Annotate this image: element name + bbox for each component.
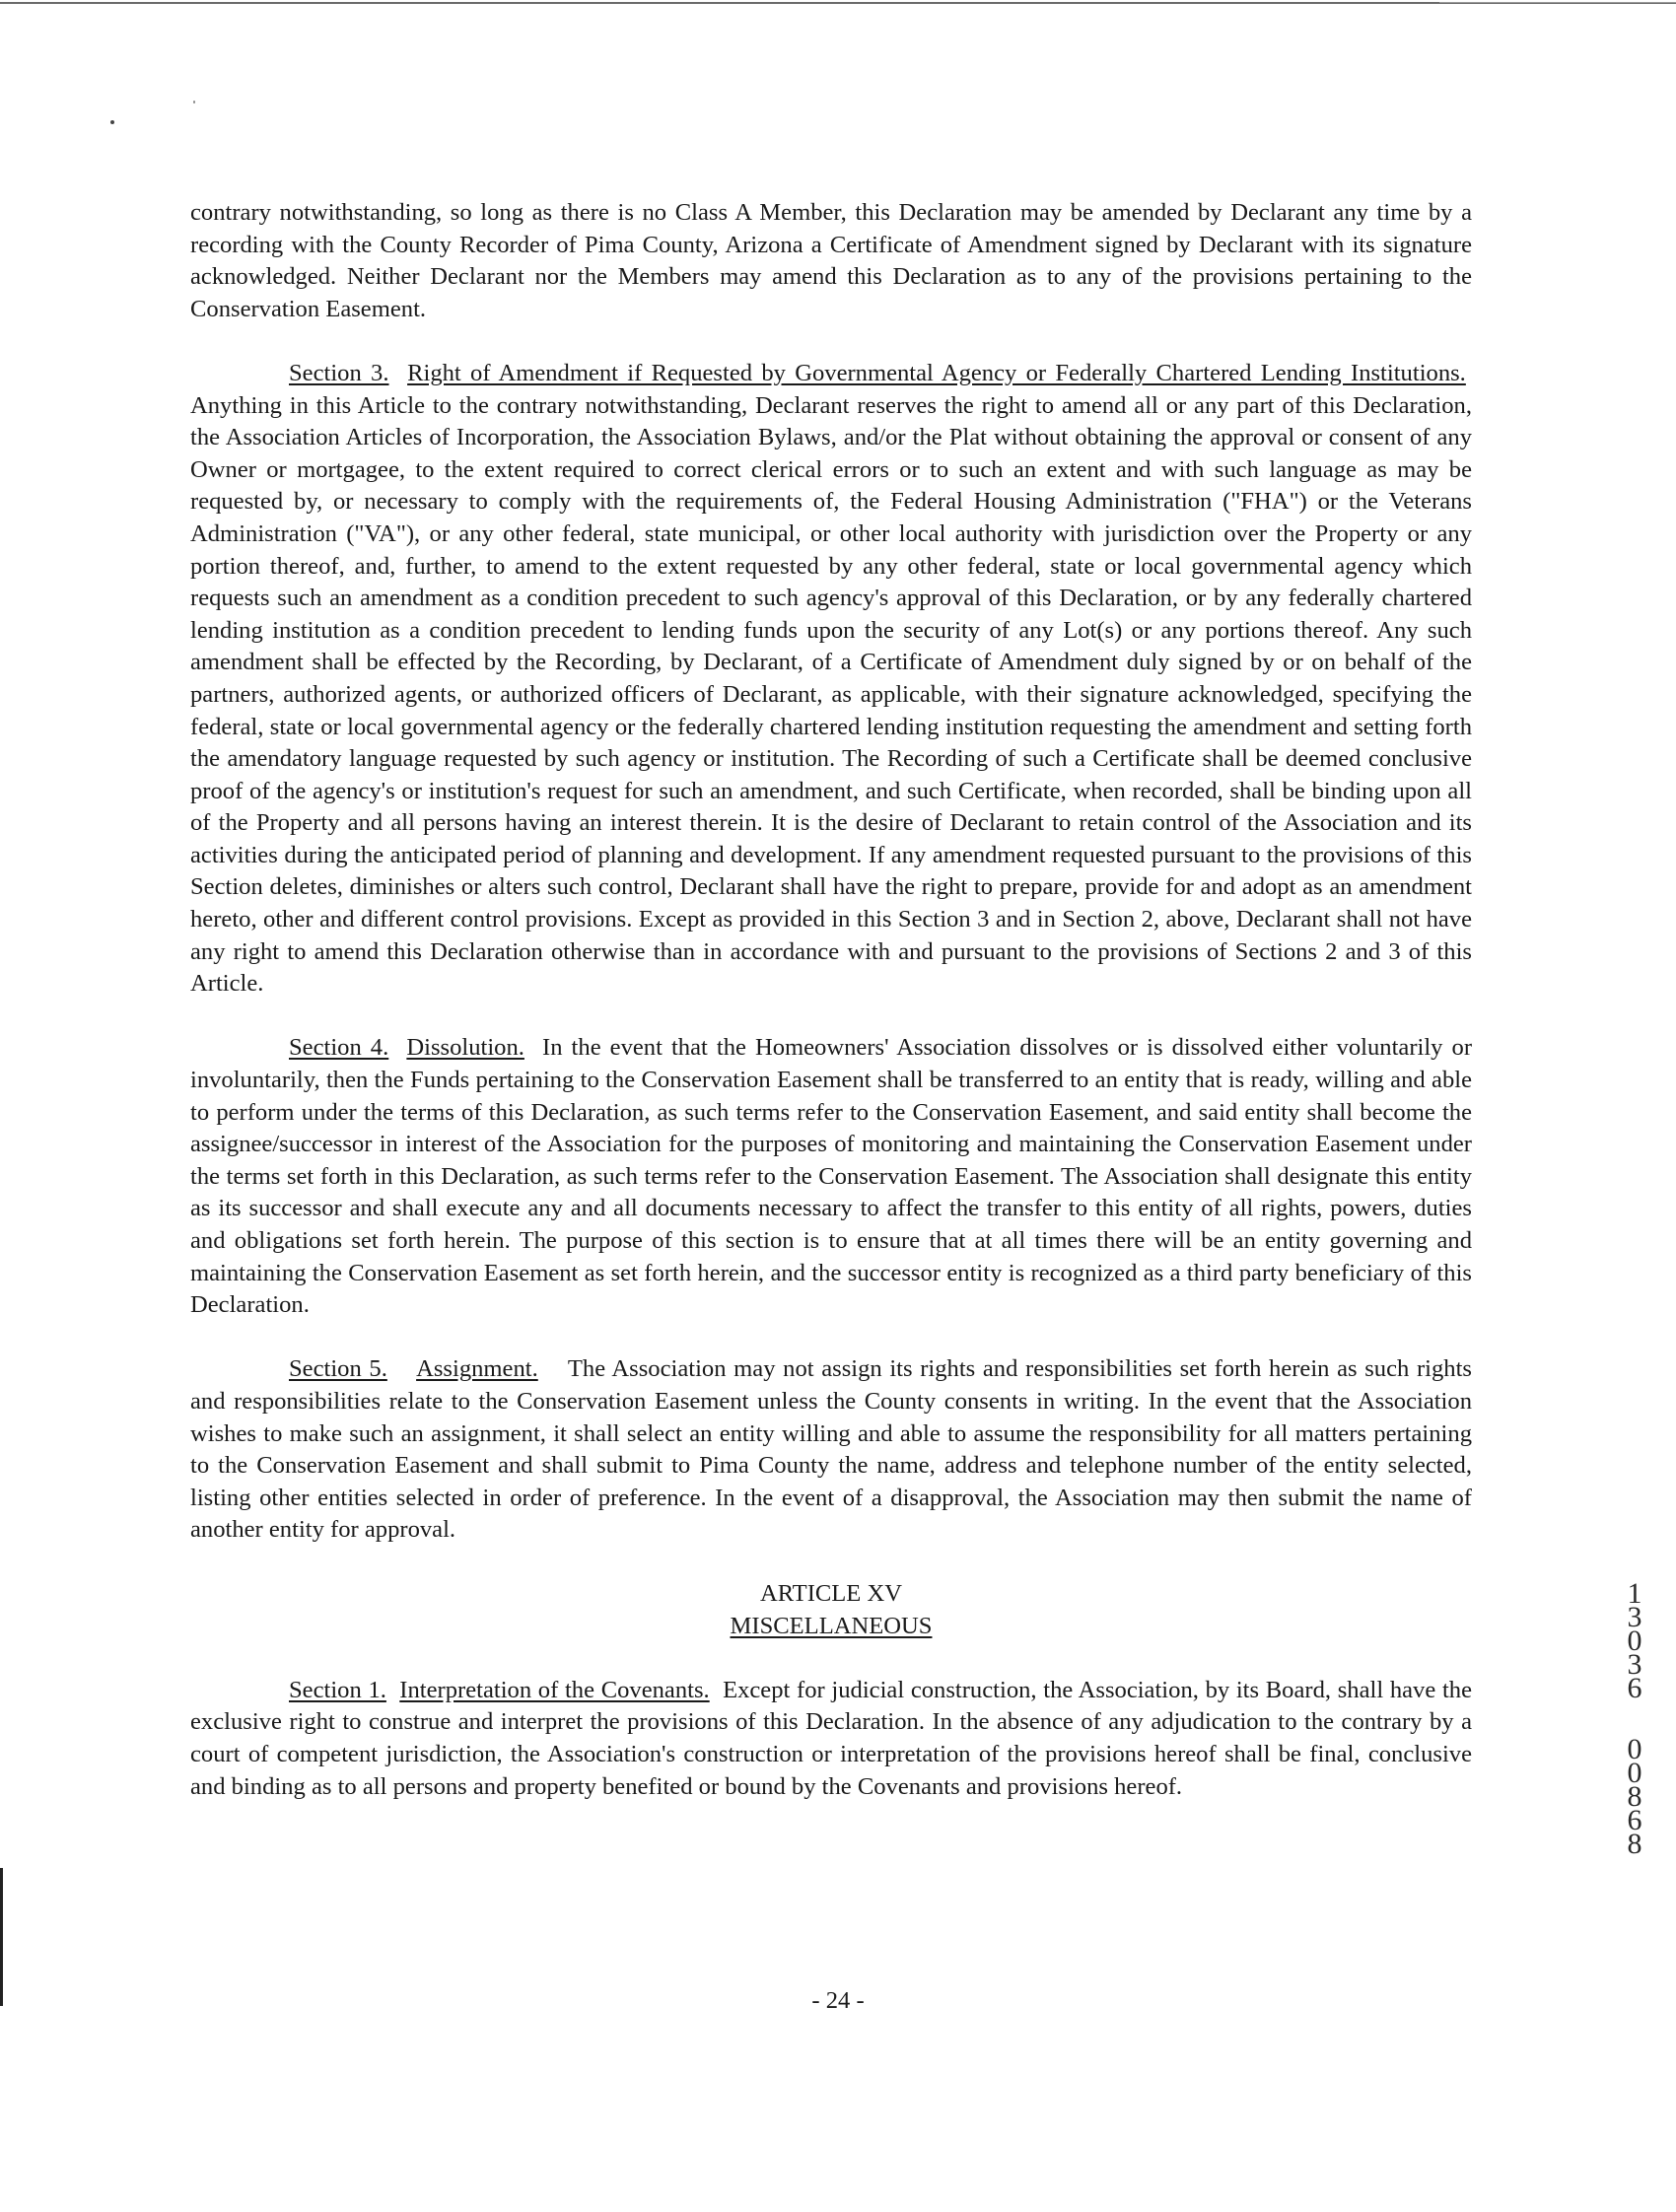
article-xv-heading [190,1578,1472,1642]
section-title: Right of Amendment if Requested by Governmental Agency or Federally Chartered Lending Institutions. [407,359,1466,386]
section-label: Section 4. [289,1034,389,1062]
section-body: Anything in this Article to the contrary notwithstanding, Declarant reserves the right to amend all or any part of this Declaration, the Association Articles of Incorporation, the Association Bylaws, and/or the Plat without obtaining the approval or consent of any Owner or mortgagee, to the extent required to correct clerical errors or to such an extent and with such language as may be requested by, or necessary to comply with the requirements of, the Federal Housing Administration ("FHA") or the Veterans Administration ("VA"), or any other federal, state municipal, or other local authority with jurisdiction over the Property or any portion thereof, and, further, to amend to the extent requested by any other federal, state or local governmental agency which requests such an amendment as a condition precedent to such agency's approval of this Declaration, or by any federally chartered lending institution as a condition precedent to lending funds upon the security of any Lot(s) or any portions thereof. Any such amendment shall be effected by the Recording, by Declarant, of a Certificate of Amendment duly signed by or on behalf of the partners, authorized agents, or authorized officers of Declarant, as applicable, with their signature acknowledged, specifying the federal, state or local governmental agency or the federally chartered lending institution requesting the amendment and setting forth the amendatory language requested by such agency or institution. The Recording of such a Certificate shall be deemed conclusive proof of the agency's or institution's request for such an amendment, and such Certificate, when recorded, shall be binding upon all of the Property and all persons having an interest therein. It is the desire of Declarant to retain control of the Association and its activities during the anticipated period of planning and development. If any amendment requested pursuant to the provisions of this Section deletes, diminishes or alters such control, Declarant shall have the right to prepare, provide for and adopt as an amendment hereto, other and different control provisions. Except as provided in this Section 3 and in Section 2, above, Declarant shall not have any right to amend this Declaration otherwise than in accordance with and pursuant to the provisions of Sections 2 and 3 of this Article. [190,391,1472,998]
recording-digit: 8 [1627,1780,1642,1813]
paragraph-continuation: contrary notwithstanding, so long as there is no Class A Member, this Declaration may be amended by Declarant any time by a recording with the County Recorder of Pima County, Arizona a Certificate of Amendment signed by Declarant with its signature acknowledged. Neither Declarant nor the Members may amend this Declaration as to any of the provisions pertaining to the Conservation Easement. [190,199,1472,322]
scan-speck [110,120,114,124]
scan-edge-mark [0,1868,3,2006]
article-xiv-section-3 [190,358,1472,1001]
section-body: In the event that the Homeowners' Association dissolves or is dissolved either voluntarily or involuntarily, then the Funds pertaining to the Conservation Easement shall be transferred to an entity that is ready, willing and able to perform under the terms of this Declaration, as such terms refer to the Conservation Easement, and said entity shall become the assignee/successor in interest of the Association for the purposes of monitoring and maintaining the Conservation Easement under the terms set forth in this Declaration, as such terms refer to the Conservation Easement. The Association shall designate this entity as its successor and shall execute any and all documents necessary to affect the transfer to this entity of all rights, powers, duties and obligations set forth herein. The purpose of this section is to ensure that at all times there will be an entity governing and maintaining the Conservation Easement as set forth herein, and the successor entity is recognized as a third party beneficiary of this Declaration. [190,1034,1473,1319]
article-xiv-section-4 [190,1032,1472,1321]
section-title: Assignment. [416,1355,538,1383]
section-label: Section 1. [289,1676,386,1703]
recording-digit: 3 [1627,1648,1642,1681]
section-label: Section 3. [289,359,389,386]
recording-digit: 0 [1627,1733,1642,1765]
article-number: ARTICLE XV [759,1579,903,1607]
article-title: MISCELLANEOUS [730,1612,933,1639]
document-body [190,197,1472,1803]
section-label: Section 5. [289,1355,387,1383]
recording-digit: 6 [1627,1804,1642,1836]
recording-digit: 6 [1627,1672,1642,1704]
page-number: - 24 - [811,1987,865,2014]
top-border-line-faint [1439,2,1676,3]
section-title: Dissolution. [406,1034,524,1062]
scan-speck [193,101,195,104]
article-xiv-section-5 [190,1353,1472,1547]
section-body: The Association may not assign its rights and responsibilities set forth herein as such rights and responsibilities relate to the Conservation Easement unless the County consents in writing. In the event that the Association wishes to make such an assignment, it shall select an entity willing and able to assume the responsibility for all matters pertaining to the Conservation Easement and shall submit to Pima County the name, address and telephone number of the entity selected, listing other entities selected in order of preference. In the event of a disapproval, the Association may then submit the name of another entity for approval. [190,1355,1472,1544]
recording-number-stamp [1617,1577,1652,1860]
recording-digit: 3 [1627,1601,1642,1633]
section-title: Interpretation of the Covenants. [399,1676,710,1703]
section-body: Except for judicial construction, the Association, by its Board, shall have the exclusive right to construe and interpret the provisions of this Declaration. In the absence of any adjudication to the contrary by a court of competent jurisdiction, the Association's construction or interpretation of the provisions hereof shall be final, conclusive and binding as to all persons and property benefited or bound by the Covenants and provisions hereof. [190,1676,1472,1800]
recording-digit: 1 [1627,1577,1642,1610]
article-xv-section-1 [190,1675,1472,1803]
recording-digit: 0 [1627,1757,1642,1789]
recording-digit: 8 [1627,1828,1642,1860]
recording-digit: 0 [1627,1624,1642,1657]
top-border-line [0,2,1676,4]
